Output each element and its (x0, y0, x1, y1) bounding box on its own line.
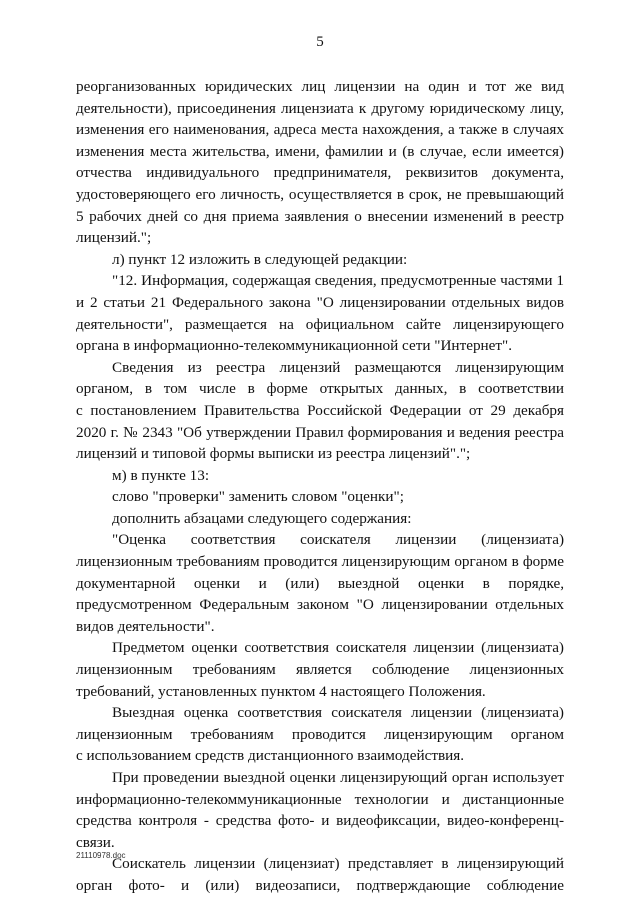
text-line: лицензионным требованиям проводится лицензирующим органом в форме (76, 553, 564, 571)
text-line: деятельности", размещается на официальном сайте лицензирующего (76, 315, 564, 333)
text-line: органа в информационно-телекоммуникационной сети "Интернет". (76, 337, 513, 355)
text-line: Выездная оценка соответствия соискателя лицензии (лицензиата) (112, 704, 564, 722)
text-line: документарной оценки и (или) выездной оценки в порядке, (76, 574, 564, 592)
paragraph-item-l (76, 249, 564, 271)
document-body (76, 76, 564, 897)
document-footer-filename: 21110978.doc (76, 851, 126, 860)
text-line: орган фото- и (или) видеозаписи, подтверждающие соблюдение (76, 876, 564, 894)
text-line: Предметом оценки соответствия соискателя лицензии (лицензиата) (112, 639, 564, 657)
text-line: слово "проверки" заменить словом "оценки"; (112, 488, 404, 506)
paragraph-subject (76, 637, 564, 702)
text-line: лицензий и типовой формы выписки из реестра лицензий"."; (76, 445, 471, 463)
text-line: лицензий."; (76, 229, 152, 247)
text-line: м) в пункте 13: (112, 466, 210, 484)
paragraph-applicant (76, 853, 564, 896)
text-line: "Оценка соответствия соискателя лицензии (лицензиата) (112, 531, 564, 549)
text-line: 5 рабочих дней со дня приема заявления о внесении изменений в реестр (76, 207, 564, 225)
text-line: дополнить абзацами следующего содержания: (112, 509, 412, 527)
text-line: изменения его наименования, адреса места нахождения, а также в случаях (76, 121, 564, 139)
paragraph-item-m (76, 465, 564, 487)
text-line: информационно-телекоммуникационные технологии и дистанционные (76, 790, 564, 808)
text-line: с использованием средств дистанционного взаимодействия. (76, 747, 465, 765)
text-line: реорганизованных юридических лиц лицензии на один и тот же вид (76, 78, 564, 95)
text-line: связи. (76, 833, 115, 851)
text-line: требований, установленных пунктом 4 настоящего Положения. (76, 682, 486, 700)
text-line: лицензионным требованиям является соблюдение лицензионных (76, 661, 564, 679)
text-line: удостоверяющего его личность, осуществляется в срок, не превышающий (76, 185, 564, 203)
text-line: предусмотренном Федеральным законом "О лицензировании отдельных (76, 596, 564, 614)
page-number: 5 (316, 34, 324, 50)
text-line: средства контроля - средства фото- и видеофиксации, видео-конференц- (76, 812, 564, 830)
text-line: деятельности), присоединения лицензиата к другому юридическому лицу, (76, 99, 564, 117)
paragraph-continuation (76, 76, 564, 249)
text-line: отчества индивидуального предпринимателя, реквизитов документа, (76, 164, 564, 182)
paragraph-registry (76, 357, 564, 465)
text-line: л) пункт 12 изложить в следующей редакции: (112, 250, 408, 268)
text-line: изменения места жительства, имени, фамилии и (в случае, если имеется) (76, 142, 564, 160)
text-line: 2020 г. № 2343 "Об утверждении Правил формирования и ведения реестра (76, 423, 564, 441)
text-line: органом, в том числе в форме открытых данных, в соответствии (76, 380, 564, 398)
paragraph-onsite (76, 702, 564, 767)
text-line: При проведении выездной оценки лицензирующий орган использует (112, 769, 564, 786)
paragraph-point-12 (76, 270, 564, 356)
text-line: лицензионным требованиям проводится лицензирующим органом (76, 725, 564, 743)
paragraph-add-text (76, 508, 564, 530)
paragraph-assessment (76, 529, 564, 637)
text-line: Соискатель лицензии (лицензиат) представляет в лицензирующий (112, 855, 564, 873)
text-line: "12. Информация, содержащая сведения, предусмотренные частями 1 (112, 272, 564, 290)
text-line: Сведения из реестра лицензий размещаются лицензирующим (112, 358, 564, 376)
text-line: и 2 статьи 21 Федерального закона "О лицензировании отдельных видов (76, 293, 564, 311)
paragraph-technologies (76, 767, 564, 853)
paragraph-replace-word (76, 486, 564, 508)
text-line: с постановлением Правительства Российской Федерации от 29 декабря (76, 401, 564, 419)
text-line: видов деятельности". (76, 617, 215, 635)
